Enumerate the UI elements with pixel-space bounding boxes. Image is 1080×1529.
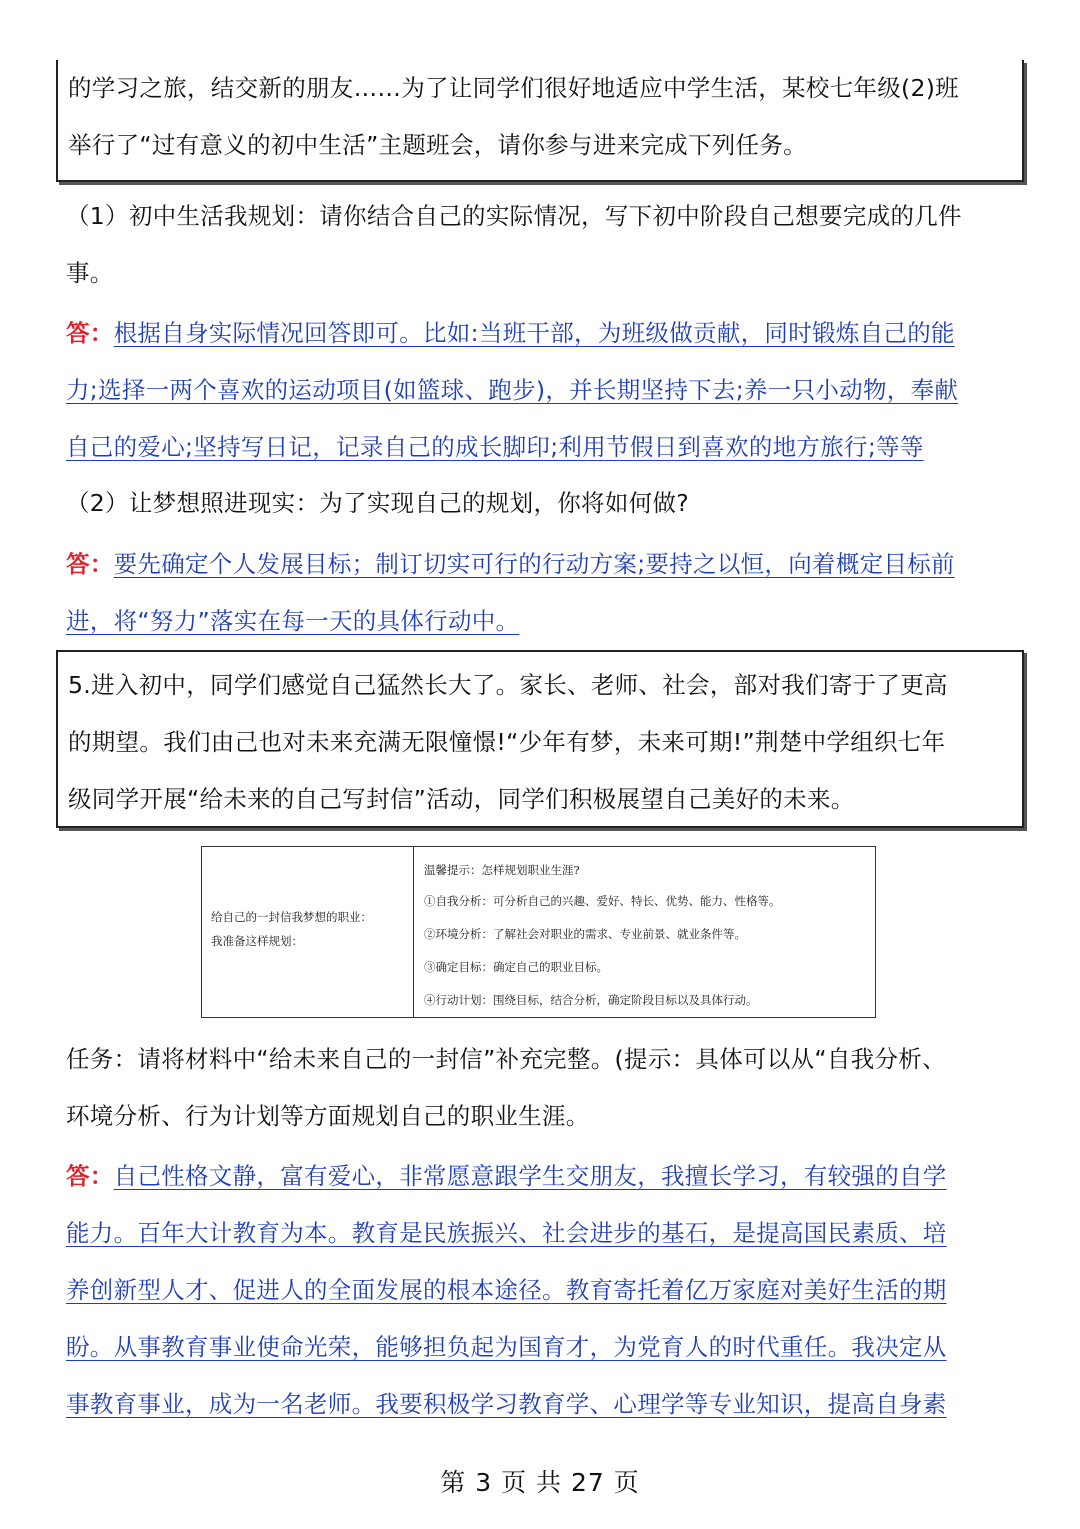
answer-3-line-5: 事教育事业，成为一名老师。我要积极学习教育学、心理学等专业知识，提高自身素 <box>66 1390 947 1418</box>
letter-plan-label: 我准备这样规划： <box>211 934 303 948</box>
question-1-line-1: （1）初中生活我规划：请你结合自己的实际情况，写下初中阶段自己想要完成的几件 <box>66 202 962 230</box>
question-5-line-3: 级同学开展“给未来的自己写封信”活动，同学们积极展望自己美好的未来。 <box>68 785 855 813</box>
answer-2-line-2: 进，将“努力”落实在每一天的具体行动中。 <box>66 607 520 635</box>
answer-1-line-2: 力;选择一两个喜欢的运动项目(如篮球、跑步)，并长期坚持下去;养一只小动物，奉献 <box>66 376 959 404</box>
answer-3-line-2: 能力。百年大计教育为本。教育是民族振兴、社会进步的基石，是提高国民素质、培 <box>66 1219 947 1247</box>
question-5-line-2: 的期望。我们由己也对未来充满无限憧憬!“少年有梦，未来可期!”荆楚中学组织七年 <box>68 728 946 756</box>
tip-set-goal: ③确定目标：确定自己的职业目标。 <box>424 960 608 974</box>
letter-figure <box>201 846 876 1018</box>
task <box>66 1031 1026 1145</box>
answer-1-label: 答： <box>66 319 114 347</box>
letter-figure-left <box>202 847 414 1017</box>
question-1-line-2: 事。 <box>66 259 114 287</box>
answer-3-label: 答： <box>66 1162 114 1190</box>
intro-box <box>56 60 1024 182</box>
tips-title: 温馨提示：怎样规划职业生涯? <box>424 863 580 877</box>
intro-line-2: 举行了“过有意义的初中生活”主题班会，请你参与进来完成下列任务。 <box>68 131 807 159</box>
page-number: 第 3 页 共 27 页 <box>440 1468 640 1497</box>
tip-self-analysis: ①自我分析：可分析自己的兴趣、爱好、特长、优势、能力、性格等。 <box>424 894 781 908</box>
answer-3 <box>66 1148 1026 1433</box>
letter-figure-tips <box>414 847 875 1017</box>
intro-line-1: 的学习之旅，结交新的朋友……为了让同学们很好地适应中学生活，某校七年级(2)班 <box>68 74 959 102</box>
letter-dream-career: 给自己的一封信我梦想的职业： <box>211 910 372 924</box>
answer-2-label: 答： <box>66 550 114 578</box>
tip-action-plan: ④行动计划：围绕目标，结合分析，确定阶段目标以及具体行动。 <box>424 993 758 1007</box>
task-line-2: 环境分析、行为计划等方面规划自己的职业生涯。 <box>66 1102 590 1130</box>
answer-1 <box>66 305 1026 476</box>
task-line-1: 任务：请将材料中“给未来自己的一封信”补充完整。(提示：具体可以从“自我分析、 <box>66 1045 946 1073</box>
question-5-box <box>56 650 1024 828</box>
answer-3-line-3: 养创新型人才、促进人的全面发展的根本途径。教育寄托着亿万家庭对美好生活的期 <box>66 1276 947 1304</box>
answer-1-line-1: 根据自身实际情况回答即可。比如:当班干部，为班级做贡献，同时锻炼自己的能 <box>113 319 955 347</box>
answer-3-line-4: 盼。从事教育事业使命光荣，能够担负起为国育才，为党育人的时代重任。我决定从 <box>66 1333 947 1361</box>
question-1 <box>66 188 1026 302</box>
answer-2 <box>66 536 1026 650</box>
answer-2-line-1: 要先确定个人发展目标；制订切实可行的行动方案;要持之以恒，向着概定目标前 <box>113 550 955 578</box>
question-2-line-1: （2）让梦想照进现实：为了实现自己的规划，你将如何做? <box>66 489 690 517</box>
tip-environment-analysis: ②环境分析：了解社会对职业的需求、专业前景、就业条件等。 <box>424 927 746 941</box>
answer-3-line-1: 自己性格文静，富有爱心，非常愿意跟学生交朋友，我擅长学习，有较强的自学 <box>113 1162 947 1190</box>
answer-1-line-3: 自己的爱心;坚持写日记，记录自己的成长脚印;利用节假日到喜欢的地方旅行;等等 <box>66 433 924 461</box>
question-5-line-1: 5.进入初中，同学们感觉自己猛然长大了。家长、老师、社会，部对我们寄于了更高 <box>68 671 948 699</box>
question-2 <box>66 475 1026 532</box>
